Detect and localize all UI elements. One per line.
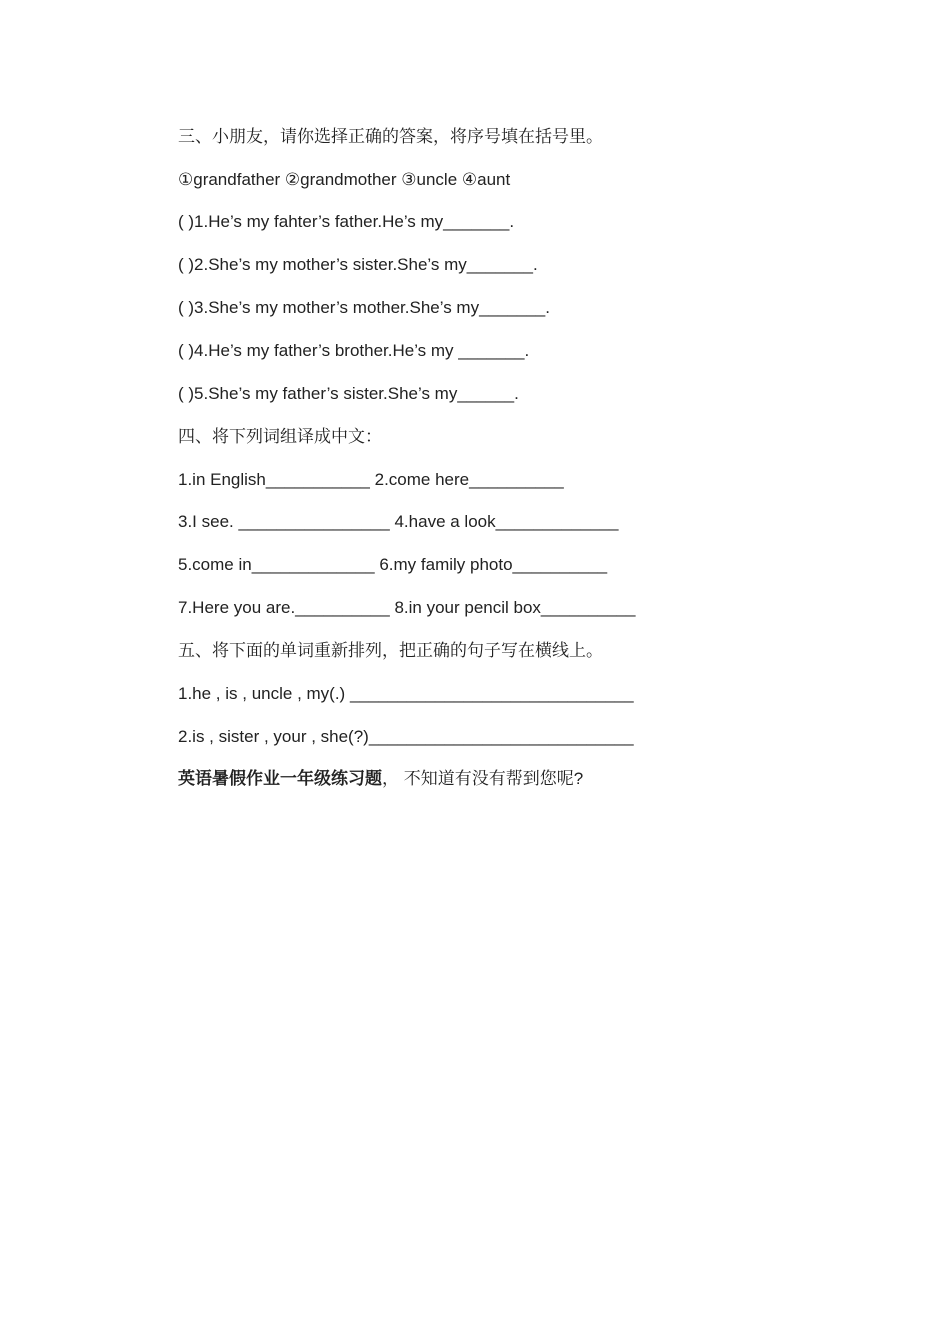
reorder-row-1: 1.he , is , uncle , my(.) ______________________________ <box>178 684 634 703</box>
section-4-heading: 四、将下列词组译成中文： <box>178 427 382 446</box>
section-5-heading: 五、将下面的单词重新排列，把正确的句子写在横线上。 <box>178 641 603 660</box>
question-2: ( )2.She’s my mother’s sister.She’s my_______. <box>178 255 538 274</box>
translation-row-2: 3.I see. ________________ 4.have a look_____________ <box>178 512 619 531</box>
translation-row-4: 7.Here you are.__________ 8.in your pencil box__________ <box>178 598 636 617</box>
closing-text: ， 不知道有没有帮到您呢? <box>382 769 584 788</box>
closing-line <box>178 768 583 790</box>
closing-title: 英语暑假作业一年级练习题 <box>178 769 382 788</box>
question-4: ( )4.He’s my father’s brother.He’s my _______. <box>178 341 530 360</box>
question-1: ( )1.He’s my fahter’s father.He’s my_______. <box>178 212 515 231</box>
question-3: ( )3.She’s my mother’s mother.She’s my_______. <box>178 298 550 317</box>
reorder-row-2: 2.is , sister , your , she(?)____________________________ <box>178 727 634 746</box>
translation-row-3: 5.come in_____________ 6.my family photo__________ <box>178 555 608 574</box>
section-3-options: ①grandfather ②grandmother ③uncle ④aunt <box>178 170 511 189</box>
translation-row-1: 1.in English___________ 2.come here__________ <box>178 470 564 489</box>
question-5: ( )5.She’s my father’s sister.She’s my______. <box>178 384 519 403</box>
section-3-heading: 三、小朋友，请你选择正确的答案，将序号填在括号里。 <box>178 127 603 146</box>
